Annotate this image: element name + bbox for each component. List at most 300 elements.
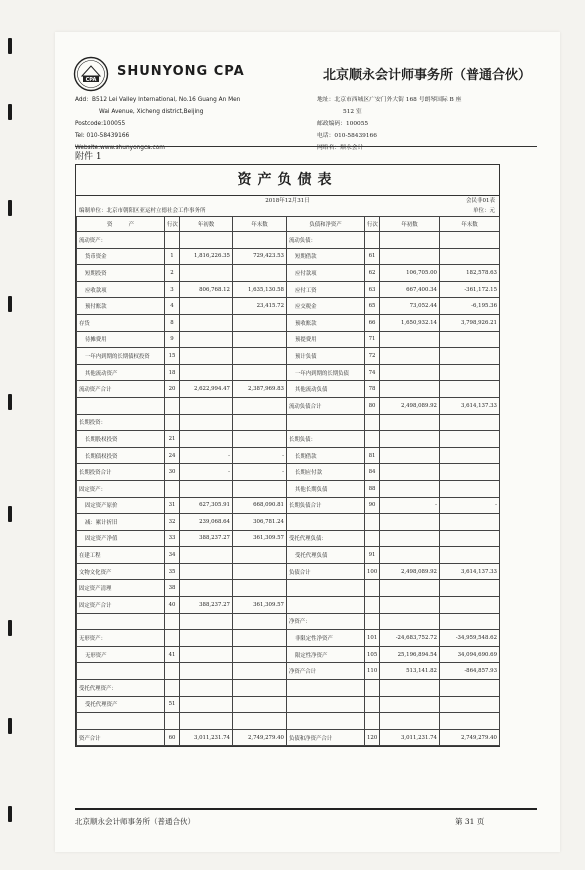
table-cell [440,381,500,398]
tel-cn: 电话：010-58439166 [317,133,377,139]
table-row [77,480,500,497]
table-cell [180,431,233,448]
table-cell: 2,498,089.92 [380,563,440,580]
table-row [77,514,500,531]
table-cell: 1,816,226.35 [180,248,233,265]
table-row [77,464,500,481]
binder-hole [8,506,12,522]
table-cell [440,613,500,630]
table-cell: 361,309.57 [233,597,287,614]
header-contact-en [75,94,305,154]
table-cell: 84 [365,464,380,481]
table-cell [365,514,380,531]
table-cell: 受托代理资产 [77,696,165,713]
website-cn: 网络名：顺永会计 [317,145,364,151]
report-date: 2018年12月31日 [265,198,310,204]
balance-sheet [75,164,500,747]
table-cell: 91 [365,547,380,564]
table-cell [233,563,287,580]
table-cell: 2,498,089.92 [380,397,440,414]
address-cn-line1: 地址：北京市西城区广安门外大街 168 号朗琴国际 B 座 [317,97,462,103]
table-cell: 流动资产： [77,232,165,249]
table-cell: 61 [365,248,380,265]
table-cell: 货币资金 [77,248,165,265]
table-cell [380,414,440,431]
table-cell: 预提费用 [287,331,365,348]
table-row [77,265,500,282]
table-cell [287,696,365,713]
table-cell [365,414,380,431]
table-cell [380,364,440,381]
table-cell: 在建工程 [77,547,165,564]
table-row [77,248,500,265]
table-cell: 40 [165,597,180,614]
table-cell: 239,068.64 [180,514,233,531]
col-header: 年初数 [380,217,440,232]
table-cell: 3,614,137.33 [440,397,500,414]
table-row [77,713,500,730]
table-cell [180,232,233,249]
table-cell: 361,309.57 [233,530,287,547]
firm-name-cn: 北京顺永会计师事务所（普通合伙） [323,68,532,83]
table-cell: 4 [165,298,180,315]
table-cell: 24 [165,447,180,464]
table-cell [287,514,365,531]
reporting-unit: 编制单位：北京市朝阳区亚运村立德社会工作事务所 [79,208,206,214]
table-cell [180,696,233,713]
table-cell: 长期债权投资 [77,447,165,464]
table-cell [365,696,380,713]
table-cell: 105 [365,646,380,663]
table-cell [233,414,287,431]
table-cell [380,514,440,531]
binder-hole [8,296,12,312]
table-cell: 3 [165,281,180,298]
address-cn-line2: 512 室 [343,109,362,115]
table-cell: 38 [165,580,180,597]
table-cell [233,680,287,697]
table-cell: 流动资产合计 [77,381,165,398]
table-cell: 短期借款 [287,248,365,265]
table-cell: 2,622,994.47 [180,381,233,398]
firm-logo [73,56,109,92]
form-code: 会民非01表 [466,198,495,204]
table-cell [440,597,500,614]
document-page [55,32,560,852]
table-cell: 应收款项 [77,281,165,298]
table-cell: 32 [165,514,180,531]
table-cell: 长期借款 [287,447,365,464]
table-cell [287,713,365,730]
table-cell: 80 [365,397,380,414]
table-cell: 78 [365,381,380,398]
table-cell: 应付工资 [287,281,365,298]
table-cell [287,680,365,697]
table-cell: 固定资产合计 [77,597,165,614]
binder-hole [8,620,12,636]
table-cell: - [233,464,287,481]
col-header: 资 产 [77,217,165,232]
table-cell [77,663,165,680]
table-cell [380,580,440,597]
table-cell: 33 [165,530,180,547]
table-row [77,348,500,365]
table-cell: 65 [365,298,380,315]
table-cell [180,348,233,365]
table-cell [180,630,233,647]
table-cell [233,630,287,647]
table-cell: 306,781.24 [233,514,287,531]
table-cell: 3,011,231.74 [380,729,440,746]
table-cell: 72 [365,348,380,365]
balance-sheet-table [76,216,500,746]
table-cell: - [440,497,500,514]
table-cell: 30 [165,464,180,481]
table-cell [233,547,287,564]
table-cell [440,514,500,531]
table-cell: 限定性净资产 [287,646,365,663]
table-cell: 100 [365,563,380,580]
table-cell: 流动负债： [287,232,365,249]
table-cell [233,613,287,630]
table-cell [380,613,440,630]
table-cell [180,613,233,630]
website-en: Website:www.shunyongca.com [75,145,165,151]
table-cell: 41 [165,646,180,663]
table-cell: 15 [165,348,180,365]
table-cell: 资产合计 [77,729,165,746]
table-cell: 1 [165,248,180,265]
attachment-label: 附件 1 [75,152,102,162]
table-row [77,232,500,249]
table-cell: 预付账款 [77,298,165,315]
table-cell [440,364,500,381]
table-cell [180,580,233,597]
table-row [77,663,500,680]
table-header-row [77,217,500,232]
postcode-cn: 邮政编码：100055 [317,121,369,127]
table-cell: 待摊费用 [77,331,165,348]
table-row [77,696,500,713]
table-cell [287,580,365,597]
table-cell [380,431,440,448]
table-cell: - [180,447,233,464]
table-row [77,530,500,547]
table-cell [233,713,287,730]
table-cell [380,680,440,697]
table-cell: 长期负债： [287,431,365,448]
table-cell: 预计负债 [287,348,365,365]
footer-firm: 北京顺永会计师事务所（普通合伙） [75,817,195,826]
table-cell [287,597,365,614]
table-cell: 34,094,690.69 [440,646,500,663]
table-title: 资产负债表 [76,165,499,196]
table-row [77,597,500,614]
table-cell: 20 [165,381,180,398]
table-cell: 74 [365,364,380,381]
tel-en: Tel: 010-58439166 [75,133,130,139]
table-cell [440,331,500,348]
table-cell: 668,090.81 [233,497,287,514]
table-row [77,314,500,331]
table-row [77,381,500,398]
table-cell: -864,857.93 [440,663,500,680]
table-cell [440,480,500,497]
table-cell [380,248,440,265]
table-row [77,447,500,464]
table-cell: 73,052.44 [380,298,440,315]
table-cell: 3,798,926.21 [440,314,500,331]
table-cell [165,630,180,647]
table-cell [233,663,287,680]
table-cell [380,348,440,365]
table-cell [180,663,233,680]
table-cell: 2,387,969.83 [233,381,287,398]
table-cell: 应付款项 [287,265,365,282]
table-cell [440,414,500,431]
table-cell: 729,423.53 [233,248,287,265]
table-cell [233,696,287,713]
table-cell [380,447,440,464]
table-cell [440,547,500,564]
table-cell [77,397,165,414]
table-row [77,364,500,381]
table-cell: -34,959,548.62 [440,630,500,647]
table-row [77,630,500,647]
table-cell: -361,172.15 [440,281,500,298]
table-cell: 90 [365,497,380,514]
table-cell: 1,650,932.14 [380,314,440,331]
binder-hole [8,38,12,54]
col-header: 负债和净资产 [287,217,365,232]
col-header: 行次 [165,217,180,232]
table-cell [180,563,233,580]
table-cell: 净资产合计 [287,663,365,680]
table-cell [380,331,440,348]
table-row [77,680,500,697]
address-en-line2: Wai Avenue, Xicheng district,Beijing [99,109,204,115]
table-row [77,331,500,348]
table-cell: - [233,447,287,464]
table-cell: 513,141.82 [380,663,440,680]
table-cell [233,314,287,331]
table-cell [365,597,380,614]
table-cell [380,713,440,730]
table-cell [380,381,440,398]
header-contact-cn [317,94,557,154]
table-row [77,646,500,663]
table-cell [380,480,440,497]
table-cell: 51 [165,696,180,713]
table-cell: 31 [165,497,180,514]
table-cell [440,713,500,730]
table-cell: 文物文化资产 [77,563,165,580]
table-cell: 减：累计折旧 [77,514,165,531]
table-cell: 存货 [77,314,165,331]
table-row [77,397,500,414]
table-cell: - [180,464,233,481]
page-number: 第 31 页 [455,817,485,826]
table-cell: 受托代理资产： [77,680,165,697]
table-cell [440,530,500,547]
address-en-line1: Add：B512 Lei Valley International, No.16 Guang An Men [75,97,241,103]
table-row [77,298,500,315]
table-cell [180,480,233,497]
table-cell: -24,683,752.72 [380,630,440,647]
table-cell: 长期股权投资 [77,431,165,448]
table-row [77,281,500,298]
table-cell [440,431,500,448]
table-row [77,613,500,630]
table-cell: 2 [165,265,180,282]
table-cell: 106,705.00 [380,265,440,282]
table-cell: 预收账款 [287,314,365,331]
table-cell: 110 [365,663,380,680]
table-cell [233,331,287,348]
table-cell: 71 [365,331,380,348]
table-cell [365,613,380,630]
table-cell: 388,237.27 [180,597,233,614]
binder-hole [8,806,12,822]
table-cell: 长期负债合计 [287,497,365,514]
table-cell [180,547,233,564]
table-cell: 固定资产净值 [77,530,165,547]
logo-text: CPA [85,77,97,83]
table-cell [165,414,180,431]
table-cell: 2,749,279.40 [440,729,500,746]
table-cell: 23,415.72 [233,298,287,315]
table-row [77,497,500,514]
table-cell: 21 [165,431,180,448]
table-cell: 其他长期负债 [287,480,365,497]
col-header: 行次 [365,217,380,232]
table-cell [180,265,233,282]
table-cell [180,331,233,348]
table-cell [180,397,233,414]
table-cell: 9 [165,331,180,348]
table-row [77,431,500,448]
table-cell [180,414,233,431]
table-cell: 其他流动负债 [287,381,365,398]
table-cell: 120 [365,729,380,746]
table-cell: 25,196,894.54 [380,646,440,663]
table-cell [440,464,500,481]
table-cell [233,265,287,282]
table-cell [365,431,380,448]
table-cell [233,364,287,381]
table-cell [440,232,500,249]
table-row [77,547,500,564]
currency-unit: 单位：元 [472,208,495,214]
table-cell [77,613,165,630]
table-cell: 短期投资 [77,265,165,282]
table-cell [365,580,380,597]
table-cell: 3,011,231.74 [180,729,233,746]
table-cell [165,397,180,414]
table-cell: 一年内到期的长期债权投资 [77,348,165,365]
table-row [77,729,500,746]
table-cell [233,348,287,365]
col-header: 年初数 [180,217,233,232]
table-row [77,580,500,597]
table-cell [180,680,233,697]
table-cell [180,298,233,315]
binder-hole [8,200,12,216]
table-cell [440,696,500,713]
table-cell: 34 [165,547,180,564]
table-cell: 81 [365,447,380,464]
table-cell [233,232,287,249]
table-cell: 长期投资合计 [77,464,165,481]
table-cell: 一年内到期的长期负债 [287,364,365,381]
table-cell [380,232,440,249]
brand-name: SHUNYONG CPA [117,64,245,79]
table-row [77,563,500,580]
table-cell [77,713,165,730]
table-cell [165,663,180,680]
table-cell [440,447,500,464]
table-cell [365,680,380,697]
table-cell [365,232,380,249]
table-cell: 3,614,137.33 [440,563,500,580]
col-header: 年末数 [233,217,287,232]
table-cell: 应交税金 [287,298,365,315]
binder-hole [8,394,12,410]
table-cell: 62 [365,265,380,282]
table-cell [380,547,440,564]
table-cell: 固定资产清理 [77,580,165,597]
table-cell [233,480,287,497]
table-cell: 63 [365,281,380,298]
table-cell [180,314,233,331]
table-cell [180,364,233,381]
table-cell [165,713,180,730]
table-cell [165,680,180,697]
table-cell [440,680,500,697]
table-cell [380,597,440,614]
table-cell: 101 [365,630,380,647]
table-cell [233,397,287,414]
table-cell: 66 [365,314,380,331]
table-cell: 受托代理负债 [287,547,365,564]
table-cell: 35 [165,563,180,580]
table-row [77,414,500,431]
table-cell [233,580,287,597]
table-cell [380,464,440,481]
col-header: 年末数 [440,217,500,232]
table-cell: 非限定性净资产 [287,630,365,647]
table-cell: 受托代理负债： [287,530,365,547]
table-cell: 667,400.34 [380,281,440,298]
table-cell [287,414,365,431]
table-cell: 负债合计 [287,563,365,580]
table-cell [380,530,440,547]
table-cell [440,348,500,365]
table-cell: 负债和净资产合计 [287,729,365,746]
table-cell [165,480,180,497]
table-cell: 182,578.63 [440,265,500,282]
table-cell: 8 [165,314,180,331]
table-cell [380,696,440,713]
table-cell: 流动负债合计 [287,397,365,414]
table-cell: 长期应付款 [287,464,365,481]
table-cell [165,232,180,249]
table-cell: 无形资产 [77,646,165,663]
table-cell: -6,195.36 [440,298,500,315]
table-cell: 60 [165,729,180,746]
table-cell [165,613,180,630]
table-cell: 固定资产： [77,480,165,497]
